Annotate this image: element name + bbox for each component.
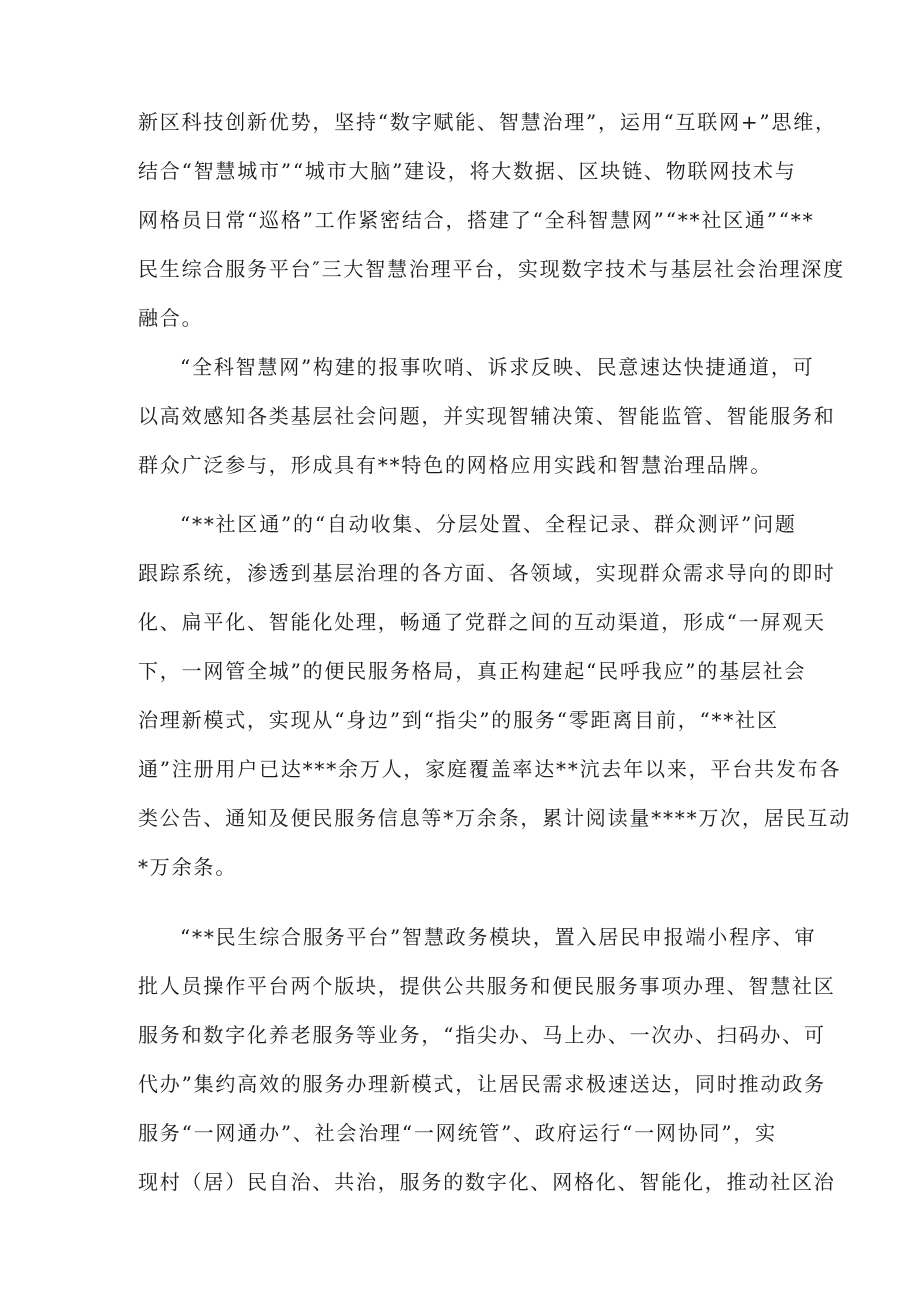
paragraph-4-line-3: 服务和数字化养老服务等业务，“指尖办、马上办、一次办、扫码办、可 (138, 1023, 826, 1047)
paragraph-3-line-8: *万余条。 (138, 855, 237, 879)
paragraph-1-line-4: 民生综合服务平台″三大智慧治理平台，实现数字技术与基层社会治理深度 (138, 257, 845, 281)
paragraph-3-line-5: 治理新模式，实现从“身边”到“指尖”的服务“零距离目前，“**社区 (138, 708, 779, 732)
paragraph-1-line-3: 网格员日常“巡格”工作紧密结合，搭建了“全科智慧网”“**社区通”“** (138, 208, 815, 232)
paragraph-4-line-2: 批人员操作平台两个版块，提供公共服务和便民服务事项办理、智慧社区 (138, 974, 836, 998)
paragraph-4-line-1: “**民生综合服务平台”智慧政务模块，置入居民申报端小程序、审 (180, 925, 817, 949)
paragraph-3-line-6: 通”注册用户已达***余万人，家庭覆盖率达**沆去年以来，平台共发布各 (138, 757, 842, 781)
paragraph-4-line-4: 代办”集约高效的服务办理新模式，让居民需求极速送达，同时推动政务 (138, 1072, 826, 1096)
paragraph-3-line-3: 化、扁平化、智能化处理，畅通了党群之间的互动渠道，形成“一屏观天 (138, 610, 826, 634)
paragraph-3-line-2: 跟踪系统，渗透到基层治理的各方面、各领域，实现群众需求导向的即时 (138, 561, 836, 585)
paragraph-1-line-2: 结合“智慧城市”“城市大脑”建设，将大数据、区块链、物联网技术与 (138, 159, 797, 183)
paragraph-1-line-5: 融合。 (138, 306, 204, 330)
paragraph-2-line-3: 群众广泛参与，形成具有**特色的网格应用实践和智慧治理品牌。 (138, 453, 772, 477)
paragraph-4-line-6: 现村（居）民自治、共治，服务的数字化、网格化、智能化，推动社区治 (138, 1170, 836, 1194)
paragraph-2-line-2: 以高效感知各类基层社会问题，并实现智辅决策、智能监管、智能服务和 (138, 404, 836, 428)
paragraph-4-line-5: 服务“一网通办”、社会治理“一网统管”、政府运行“一网协同”，实 (138, 1121, 777, 1145)
paragraph-2-line-1: “全科智慧网”构建的报事吹哨、诉求反映、民意速达快捷通道，可 (180, 355, 815, 379)
paragraph-3-line-1: “**社区通”的“自动收集、分层处置、全程记录、群众测评”问题 (180, 512, 797, 536)
paragraph-3-line-4: 下，一网管全城”的便民服务格局，真正构建起“民呼我应”的基层社会 (138, 659, 807, 683)
paragraph-3-line-7: 类公告、通知及便民服务信息等*万余条，累计阅读量****万次，居民互动 (138, 806, 851, 830)
paragraph-1-line-1: 新区科技创新优势，坚持“数字赋能、智慧治理”，运用“互联网+”思维， (138, 110, 837, 134)
